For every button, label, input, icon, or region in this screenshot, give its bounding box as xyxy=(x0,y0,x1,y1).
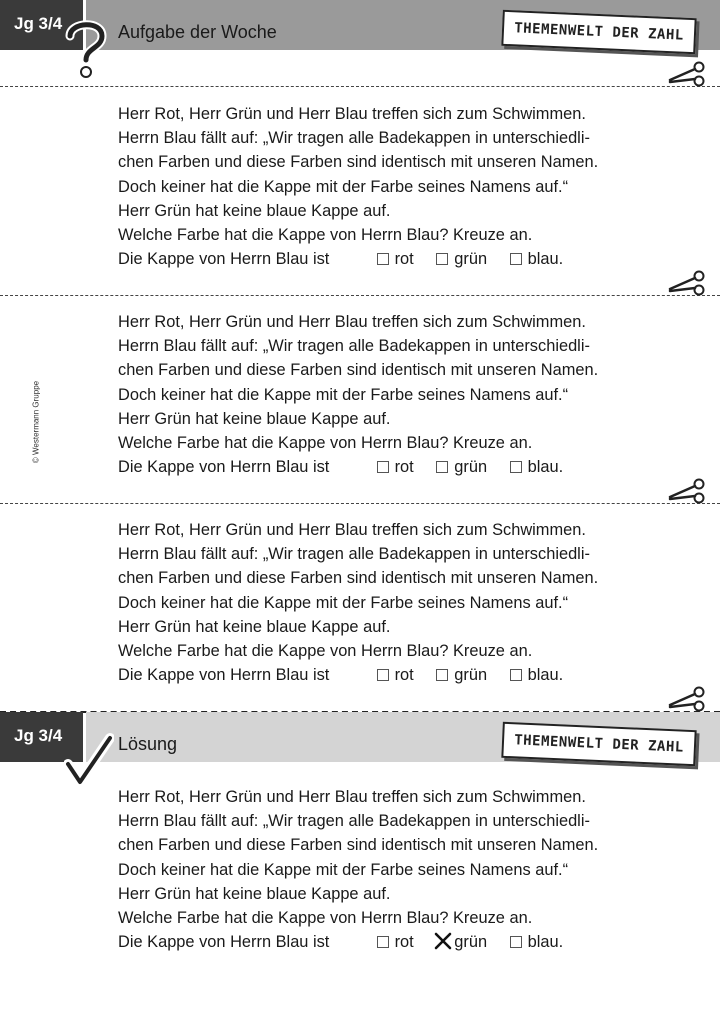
cut-line xyxy=(0,295,720,296)
task-text-line: Welche Farbe hat die Kappe von Herrn Blau? Kreuze an. xyxy=(118,434,533,453)
task-text-line: Herr Rot, Herr Grün und Herr Blau treffen sich zum Schwimmen. xyxy=(118,105,586,123)
answer-line xyxy=(118,930,678,954)
option-blau[interactable]: blau. xyxy=(510,455,564,479)
option-gruen[interactable]: grün xyxy=(436,455,487,479)
answer-line xyxy=(118,455,678,479)
task-text-line: Herr Rot, Herr Grün und Herr Blau treffen sich zum Schwimmen. xyxy=(118,521,586,539)
task-text-line: Herr Rot, Herr Grün und Herr Blau treffen sich zum Schwimmen. xyxy=(118,313,586,331)
option-gruen-checked[interactable]: grün xyxy=(436,930,487,954)
checkbox[interactable] xyxy=(377,461,389,473)
task-text-line: Herr Grün hat keine blaue Kappe auf. xyxy=(118,201,391,220)
scissors-icon xyxy=(668,269,708,297)
answer-line xyxy=(118,663,678,687)
series-stamp: THEMENWELT DER ZAHL xyxy=(501,722,696,766)
task-text-line: Herr Grün hat keine blaue Kappe auf. xyxy=(118,617,391,636)
task-text-line: chen Farben und diese Farben sind identisch mit unseren Namen. xyxy=(118,153,599,172)
option-gruen[interactable]: grün xyxy=(436,663,487,687)
cut-line xyxy=(0,503,720,504)
task-text-line: Herrn Blau fällt auf: „Wir tragen alle Badekappen in unterschiedli- xyxy=(118,129,590,148)
copyright-note: © Westermann Gruppe xyxy=(31,380,41,464)
task-text-line: Doch keiner hat die Kappe mit der Farbe seines Namens auf.“ xyxy=(118,860,569,879)
option-gruen[interactable]: grün xyxy=(436,247,487,271)
checkbox[interactable] xyxy=(377,936,389,948)
option-blau[interactable]: blau. xyxy=(510,663,564,687)
checkbox[interactable] xyxy=(510,669,522,681)
option-blau[interactable]: blau. xyxy=(510,247,564,271)
task-text-line: chen Farben und diese Farben sind identisch mit unseren Namen. xyxy=(118,569,599,588)
task-text-line: Welche Farbe hat die Kappe von Herrn Blau? Kreuze an. xyxy=(118,909,533,928)
option-rot[interactable]: rot xyxy=(377,455,414,479)
checkbox[interactable] xyxy=(436,669,448,681)
task-block-1 xyxy=(118,102,678,271)
checkbox[interactable] xyxy=(377,669,389,681)
task-text-line: Herr Rot, Herr Grün und Herr Blau treffen sich zum Schwimmen. xyxy=(118,788,586,806)
scissors-icon xyxy=(668,685,708,713)
cut-line xyxy=(0,86,720,87)
task-text-line: Herrn Blau fällt auf: „Wir tragen alle Badekappen in unterschiedli- xyxy=(118,337,590,356)
task-block-2 xyxy=(118,310,678,479)
answer-lead: Die Kappe von Herrn Blau ist xyxy=(118,250,330,269)
task-text-line: Doch keiner hat die Kappe mit der Farbe seines Namens auf.“ xyxy=(118,385,569,404)
checkbox[interactable] xyxy=(436,461,448,473)
page-title: Aufgabe der Woche xyxy=(118,22,277,42)
option-rot[interactable]: rot xyxy=(377,247,414,271)
answer-lead: Die Kappe von Herrn Blau ist xyxy=(118,458,330,477)
scissors-icon xyxy=(668,477,708,505)
task-text-line: chen Farben und diese Farben sind identisch mit unseren Namen. xyxy=(118,361,599,380)
answer-lead: Die Kappe von Herrn Blau ist xyxy=(118,933,330,952)
solution-title: Lösung xyxy=(118,734,178,754)
answer-line xyxy=(118,247,678,271)
option-rot[interactable]: rot xyxy=(377,930,414,954)
task-text-line: Herr Grün hat keine blaue Kappe auf. xyxy=(118,409,391,428)
task-text-line: Doch keiner hat die Kappe mit der Farbe seines Namens auf.“ xyxy=(118,593,569,612)
task-text-line: Herr Grün hat keine blaue Kappe auf. xyxy=(118,884,391,903)
check-mark-icon xyxy=(64,730,114,792)
grade-label: Jg 3/4 xyxy=(0,712,83,762)
task-text-line: chen Farben und diese Farben sind identisch mit unseren Namen. xyxy=(118,836,599,855)
option-blau[interactable]: blau. xyxy=(510,930,564,954)
checkbox[interactable] xyxy=(510,461,522,473)
option-rot[interactable]: rot xyxy=(377,663,414,687)
scissors-icon xyxy=(668,60,708,88)
task-text-line: Welche Farbe hat die Kappe von Herrn Blau? Kreuze an. xyxy=(118,226,533,245)
checkbox[interactable] xyxy=(510,253,522,265)
solution-block xyxy=(118,785,678,954)
answer-lead: Die Kappe von Herrn Blau ist xyxy=(118,666,330,685)
task-text-line: Welche Farbe hat die Kappe von Herrn Blau? Kreuze an. xyxy=(118,642,533,661)
task-text-line: Herrn Blau fällt auf: „Wir tragen alle Badekappen in unterschiedli- xyxy=(118,812,590,831)
series-stamp: THEMENWELT DER ZAHL xyxy=(501,10,696,54)
checkbox[interactable] xyxy=(436,253,448,265)
solution-header xyxy=(0,712,720,762)
checkbox[interactable] xyxy=(377,253,389,265)
task-block-3 xyxy=(118,518,678,687)
task-header xyxy=(0,0,720,50)
cross-mark-icon[interactable] xyxy=(434,932,452,950)
task-text-line: Doch keiner hat die Kappe mit der Farbe seines Namens auf.“ xyxy=(118,177,569,196)
question-mark-icon xyxy=(62,18,112,80)
task-text-line: Herrn Blau fällt auf: „Wir tragen alle Badekappen in unterschiedli- xyxy=(118,545,590,564)
checkbox[interactable] xyxy=(510,936,522,948)
grade-label: Jg 3/4 xyxy=(0,0,83,50)
